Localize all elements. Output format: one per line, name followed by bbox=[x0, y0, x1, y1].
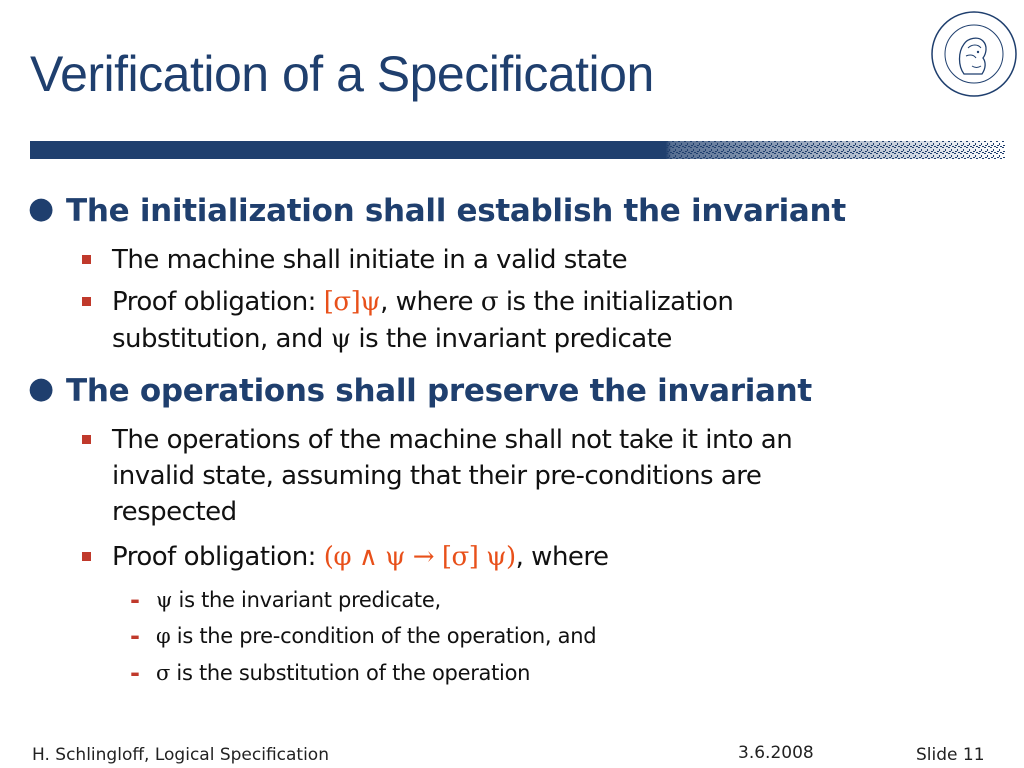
operations-line-1: The operations of the machine shall not take it into an bbox=[112, 425, 793, 455]
sub-bullet-square bbox=[82, 552, 91, 561]
slide-title: Verification of a Specification bbox=[30, 46, 654, 102]
proof-obligation-ops: Proof obligation: (φ ∧ ψ → [σ] ψ), where bbox=[112, 542, 609, 572]
bullet-dot: ● bbox=[28, 191, 55, 226]
university-seal-logo bbox=[928, 8, 1020, 100]
sub-bullet-valid-state: The machine shall initiate in a valid state bbox=[112, 245, 628, 275]
operations-line-2: invalid state, assuming that their pre-conditions are bbox=[112, 461, 762, 491]
footer-slide-number: Slide 11 bbox=[916, 745, 985, 765]
header-divider-bar bbox=[30, 141, 1005, 159]
footer-date: 3.6.2008 bbox=[738, 743, 814, 763]
sub-bullet-square bbox=[82, 435, 91, 444]
item-pre-condition: φ is the pre-condition of the operation, and bbox=[156, 624, 597, 648]
footer-author: H. Schlingloff, Logical Specification bbox=[32, 745, 329, 765]
dash-bullet: - bbox=[130, 659, 140, 687]
sub-bullet-square bbox=[82, 297, 91, 306]
proof-obligation-init-cont: substitution, and ψ is the invariant predicate bbox=[112, 324, 672, 354]
operations-line-3: respected bbox=[112, 497, 237, 527]
item-invariant-predicate: ψ is the invariant predicate, bbox=[156, 588, 441, 612]
dash-bullet: - bbox=[130, 622, 140, 650]
bullet-initialization: The initialization shall establish the invariant bbox=[66, 193, 846, 229]
item-substitution: σ is the substitution of the operation bbox=[156, 661, 531, 685]
bullet-operations: The operations shall preserve the invariant bbox=[66, 373, 812, 409]
dash-bullet: - bbox=[130, 586, 140, 614]
proof-obligation-init: Proof obligation: [σ]ψ, where σ is the initialization bbox=[112, 287, 734, 317]
bullet-dot: ● bbox=[28, 371, 55, 406]
sub-bullet-square bbox=[82, 255, 91, 264]
